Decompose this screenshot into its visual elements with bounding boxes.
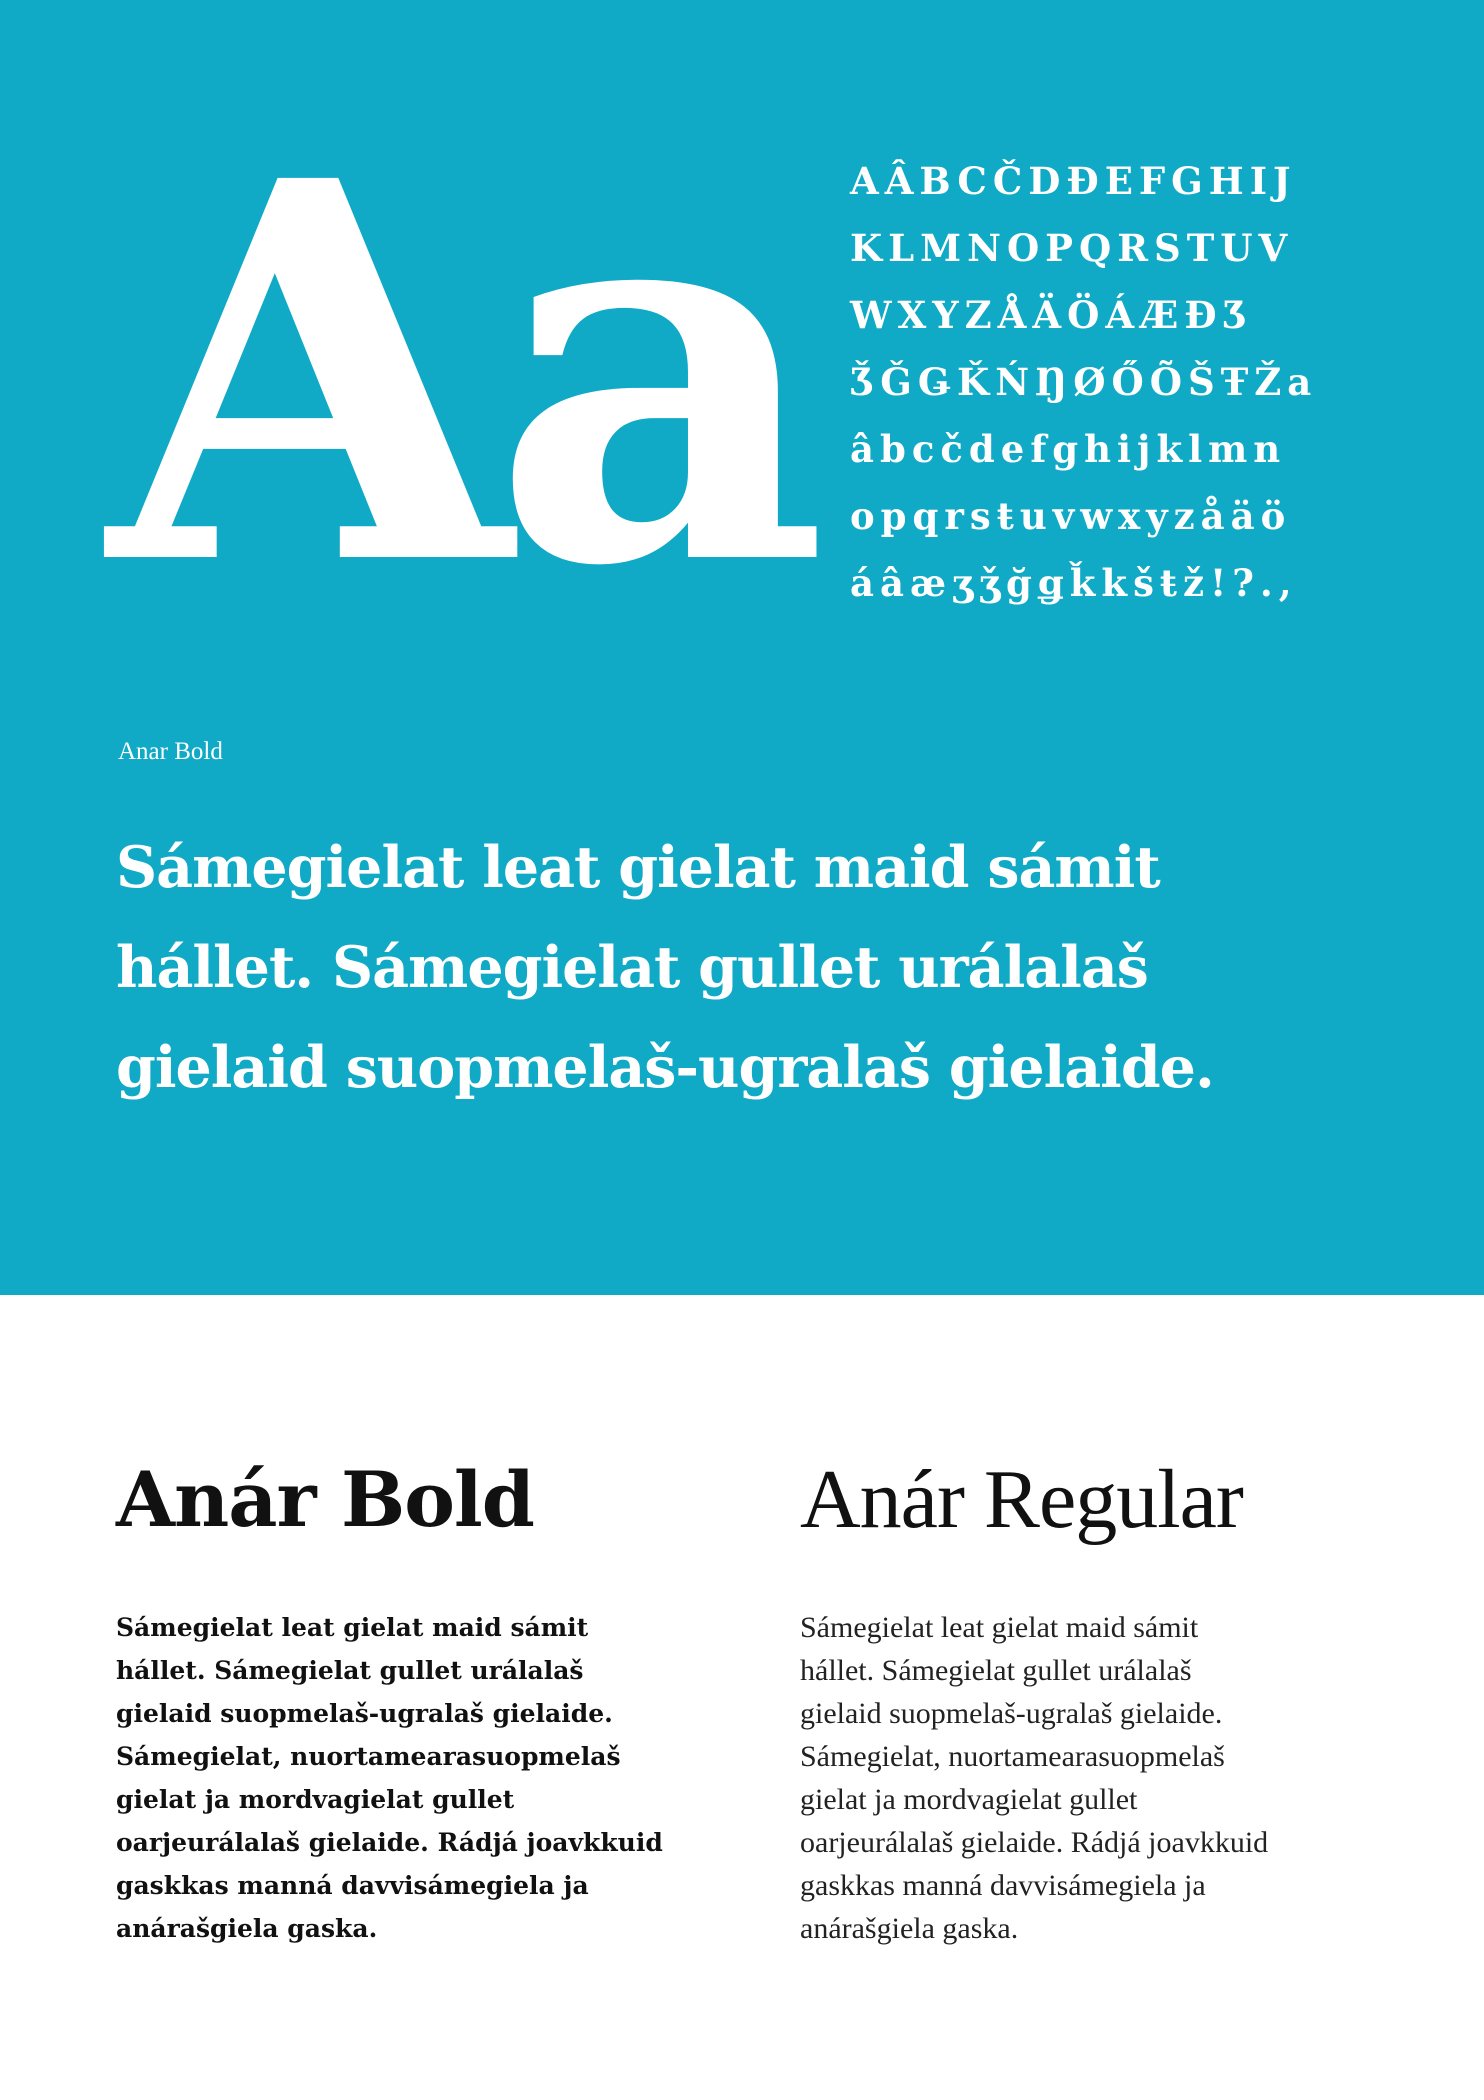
body-line: oarjeurálalaš gielaide. Rádjá joavkkuid <box>116 1828 663 1857</box>
body-line: gaskkas manná davvisámegiela ja <box>116 1871 589 1900</box>
charset-row: ǮǦǤǨŃŊØŐÕŠŦŽa <box>850 360 1318 404</box>
hero-specimen-line: Sámegielat leat gielat maid sámit <box>116 834 1160 901</box>
character-set <box>850 148 1410 608</box>
body-line: gaskkas manná davvisámegiela ja <box>800 1869 1206 1902</box>
body-line: Sámegielat, nuortamearasuopmelaš <box>116 1742 621 1771</box>
body-line: Sámegielat leat gielat maid sámit <box>116 1613 589 1642</box>
big-glyph-sample <box>108 69 809 680</box>
regular-weight-column <box>800 1450 1370 1950</box>
body-line: hállet. Sámegielat gullet urálalaš <box>800 1654 1192 1687</box>
bold-weight-column <box>116 1450 686 1950</box>
body-line: anárašgiela gaska. <box>116 1914 378 1943</box>
hero-specimen-line: hállet. Sámegielat gullet urálalaš <box>116 934 1148 1001</box>
body-line: gielaid suopmelaš-ugralaš gielaide. <box>800 1697 1223 1730</box>
body-line: anárašgiela gaska. <box>800 1912 1019 1945</box>
body-line: Sámegielat, nuortamearasuopmelaš <box>800 1740 1225 1773</box>
body-line: gielat ja mordvagielat gullet <box>116 1785 515 1814</box>
body-line: oarjeurálalaš gielaide. Rádjá joavkkuid <box>800 1826 1269 1859</box>
charset-row: AÂBCČDĐEFGHIJ <box>850 159 1297 203</box>
bold-weight-title: Anár Bold <box>116 1455 534 1544</box>
regular-weight-title: Anár Regular <box>800 1453 1243 1546</box>
specimen-label: Anar Bold <box>118 738 223 765</box>
charset-row: opqrsŧuvwxyzåäö <box>850 494 1292 538</box>
charset-row: WXYZÅÄÖÁÆĐƷ <box>850 293 1253 337</box>
body-line: gielat ja mordvagielat gullet <box>800 1783 1138 1816</box>
body-line: hállet. Sámegielat gullet urálalaš <box>116 1656 584 1685</box>
bold-weight-body <box>116 1606 686 1950</box>
charset-row: KLMNOPQRSTUV <box>850 226 1294 270</box>
hero-specimen-text <box>116 818 1356 1118</box>
charset-row: áâæʒǯğǥǩkšŧž!?., <box>850 561 1298 605</box>
body-line: gielaid suopmelaš-ugralaš gielaide. <box>116 1699 613 1728</box>
hero-specimen-line: gielaid suopmelaš-ugralaš gielaide. <box>116 1034 1214 1101</box>
charset-row: âbcčdefghijklmn <box>850 427 1287 471</box>
regular-weight-body <box>800 1606 1370 1950</box>
big-glyph-text: Aa <box>108 69 809 680</box>
body-line: Sámegielat leat gielat maid sámit <box>800 1611 1199 1644</box>
